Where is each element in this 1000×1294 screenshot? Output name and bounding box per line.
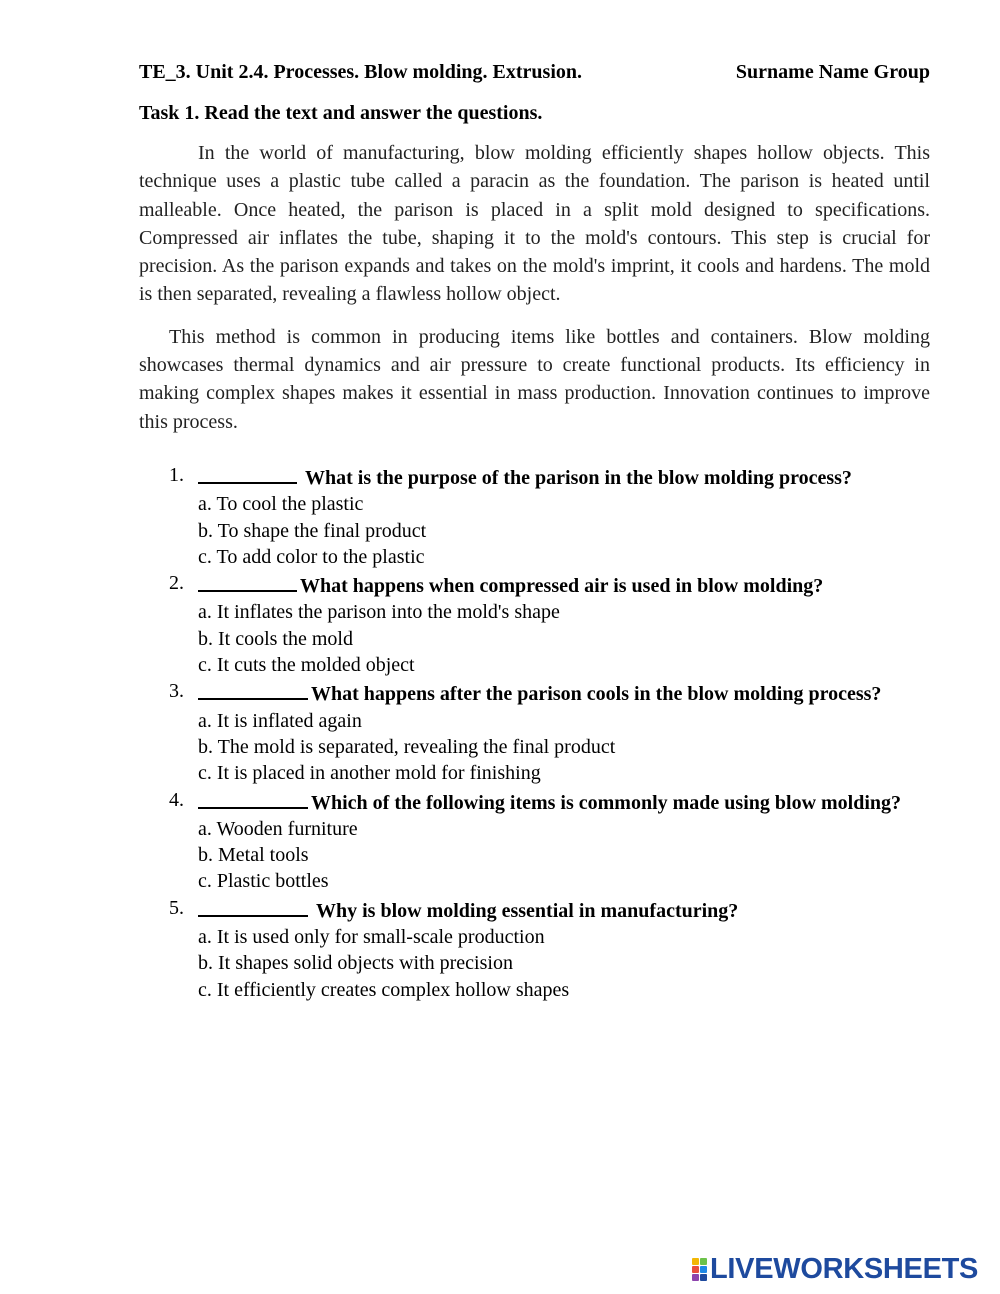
question-text: What happens after the parison cools in the blow molding process? <box>311 683 882 706</box>
question-number: 4. <box>169 788 184 811</box>
question-text: What is the purpose of the parison in the blow molding process? <box>305 466 852 489</box>
answer-blank[interactable] <box>198 570 297 592</box>
liveworksheets-logo-icon <box>692 1258 707 1281</box>
answer-blank[interactable] <box>198 678 308 700</box>
logo-cell <box>692 1274 699 1281</box>
liveworksheets-brand <box>692 1254 978 1284</box>
reading-paragraph-2: This method is common in producing items like bottles and containers. Blow molding showcases thermal dynamics and air pressure to create functional products. Its efficiency in making complex shapes makes it essential in mass production. Innovation continues to improve this process. <box>139 325 930 433</box>
worksheet-title: TE_3. Unit 2.4. Processes. Blow molding. Extrusion. <box>139 61 582 83</box>
option-a: a. To cool the plastic <box>198 493 364 516</box>
option-b: b. It cools the mold <box>198 627 353 650</box>
logo-cell <box>692 1266 699 1273</box>
student-fields: Surname Name Group <box>735 61 930 83</box>
brand-wordmark: LIVEWORKSHEETS <box>710 1253 979 1285</box>
task-title: Task 1. Read the text and answer the questions. <box>139 102 543 124</box>
question-number: 1. <box>169 463 184 486</box>
option-b: b. To shape the final product <box>198 519 427 542</box>
option-a: a. It is used only for small-scale production <box>198 926 545 949</box>
answer-blank[interactable] <box>198 895 308 917</box>
option-c: c. Plastic bottles <box>198 870 329 893</box>
option-c: c. It cuts the molded object <box>198 654 415 677</box>
option-a: a. Wooden furniture <box>198 817 358 840</box>
question-item <box>139 895 930 1003</box>
question-text: Why is blow molding essential in manufacturing? <box>316 899 739 922</box>
question-number: 2. <box>169 572 184 595</box>
question-text: Which of the following items is commonly made using blow molding? <box>311 791 902 814</box>
option-a: a. It is inflated again <box>198 709 362 732</box>
worksheet-page <box>139 58 930 1003</box>
answer-blank[interactable] <box>198 462 297 484</box>
question-list <box>139 462 930 1003</box>
logo-cell <box>700 1258 707 1265</box>
option-b: b. The mold is separated, revealing the final product <box>198 735 616 758</box>
option-b: b. Metal tools <box>198 844 309 867</box>
option-c: c. It is placed in another mold for finishing <box>198 762 541 785</box>
option-a: a. It inflates the parison into the mold's shape <box>198 601 560 624</box>
question-text: What happens when compressed air is used in blow molding? <box>300 575 824 598</box>
option-c: c. It efficiently creates complex hollow shapes <box>198 978 570 1001</box>
option-c: c. To add color to the plastic <box>198 545 425 568</box>
question-number: 5. <box>169 896 184 919</box>
logo-cell <box>700 1274 707 1281</box>
question-item <box>139 462 930 570</box>
worksheet-header <box>139 58 930 86</box>
question-item <box>139 787 930 895</box>
question-item <box>139 678 930 786</box>
question-item <box>139 570 930 678</box>
answer-blank[interactable] <box>198 787 308 809</box>
logo-cell <box>700 1266 707 1273</box>
reading-paragraph-1: In the world of manufacturing, blow molding efficiently shapes hollow objects. This technique uses a plastic tube called a paracin as the foundation. The parison is heated until malleable. Once heated, the parison is placed in a split mold designed to specifications. Compressed air inflates the tube, shaping it to the mold's contours. This step is crucial for precision. As the parison expands and takes on the mold's imprint, it cools and hardens. The mold is then separated, revealing a flawless hollow object. <box>139 142 930 306</box>
logo-cell <box>692 1258 699 1265</box>
option-b: b. It shapes solid objects with precision <box>198 952 513 975</box>
question-number: 3. <box>169 680 184 703</box>
